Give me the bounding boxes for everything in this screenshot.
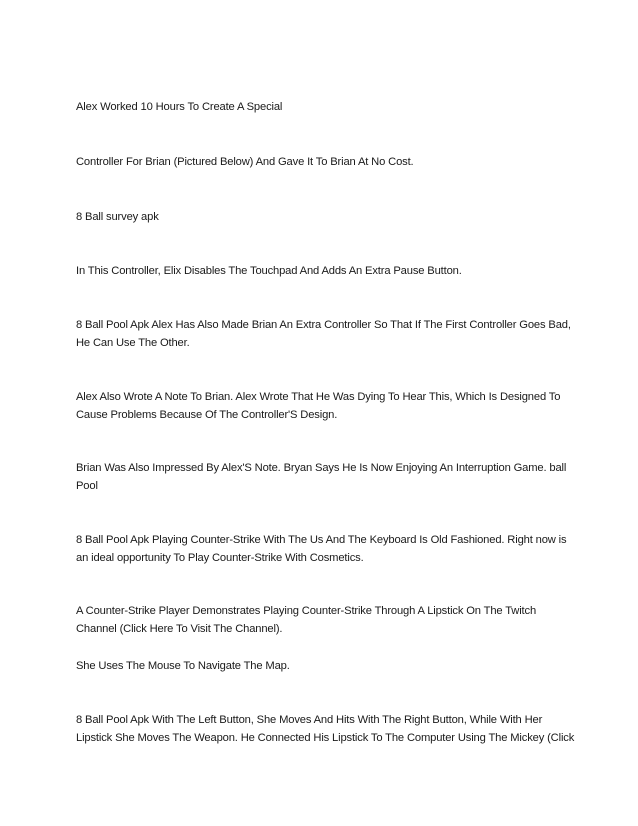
paragraph-3: 8 Ball survey apk: [76, 211, 159, 223]
paragraph-1: Alex Worked 10 Hours To Create A Special: [76, 101, 283, 113]
paragraph-8: 8 Ball Pool Apk Playing Counter-Strike With The Us And The Keyboard Is Old Fashioned. Right now is an ideal opportunity To Play Counter-Strike With Cosmetics.: [76, 534, 567, 564]
paragraph-5: 8 Ball Pool Apk Alex Has Also Made Brian An Extra Controller So That If The First Controller Goes Bad, He Can Use The Other.: [76, 319, 571, 349]
paragraph-6: Alex Also Wrote A Note To Brian. Alex Wrote That He Was Dying To Hear This, Which Is Designed To Cause Problems Because Of The Controller'S Design.: [76, 391, 561, 421]
paragraph-7: Brian Was Also Impressed By Alex'S Note. Bryan Says He Is Now Enjoying An Interruption Game. ball Pool: [76, 462, 567, 492]
paragraph-10: She Uses The Mouse To Navigate The Map.: [76, 660, 290, 672]
paragraph-11: 8 Ball Pool Apk With The Left Button, She Moves And Hits With The Right Button, While With Her Lipstick She Moves The Weapon. He Connected His Lipstick To The Computer Using The Mickey (Click: [76, 714, 575, 744]
paragraph-4: In This Controller, Elix Disables The Touchpad And Adds An Extra Pause Button.: [76, 265, 462, 277]
paragraph-9: A Counter-Strike Player Demonstrates Playing Counter-Strike Through A Lipstick On The Twitch Channel (Click Here To Visit The Channel).: [76, 605, 537, 635]
paragraph-2: Controller For Brian (Pictured Below) And Gave It To Brian At No Cost.: [76, 156, 414, 168]
